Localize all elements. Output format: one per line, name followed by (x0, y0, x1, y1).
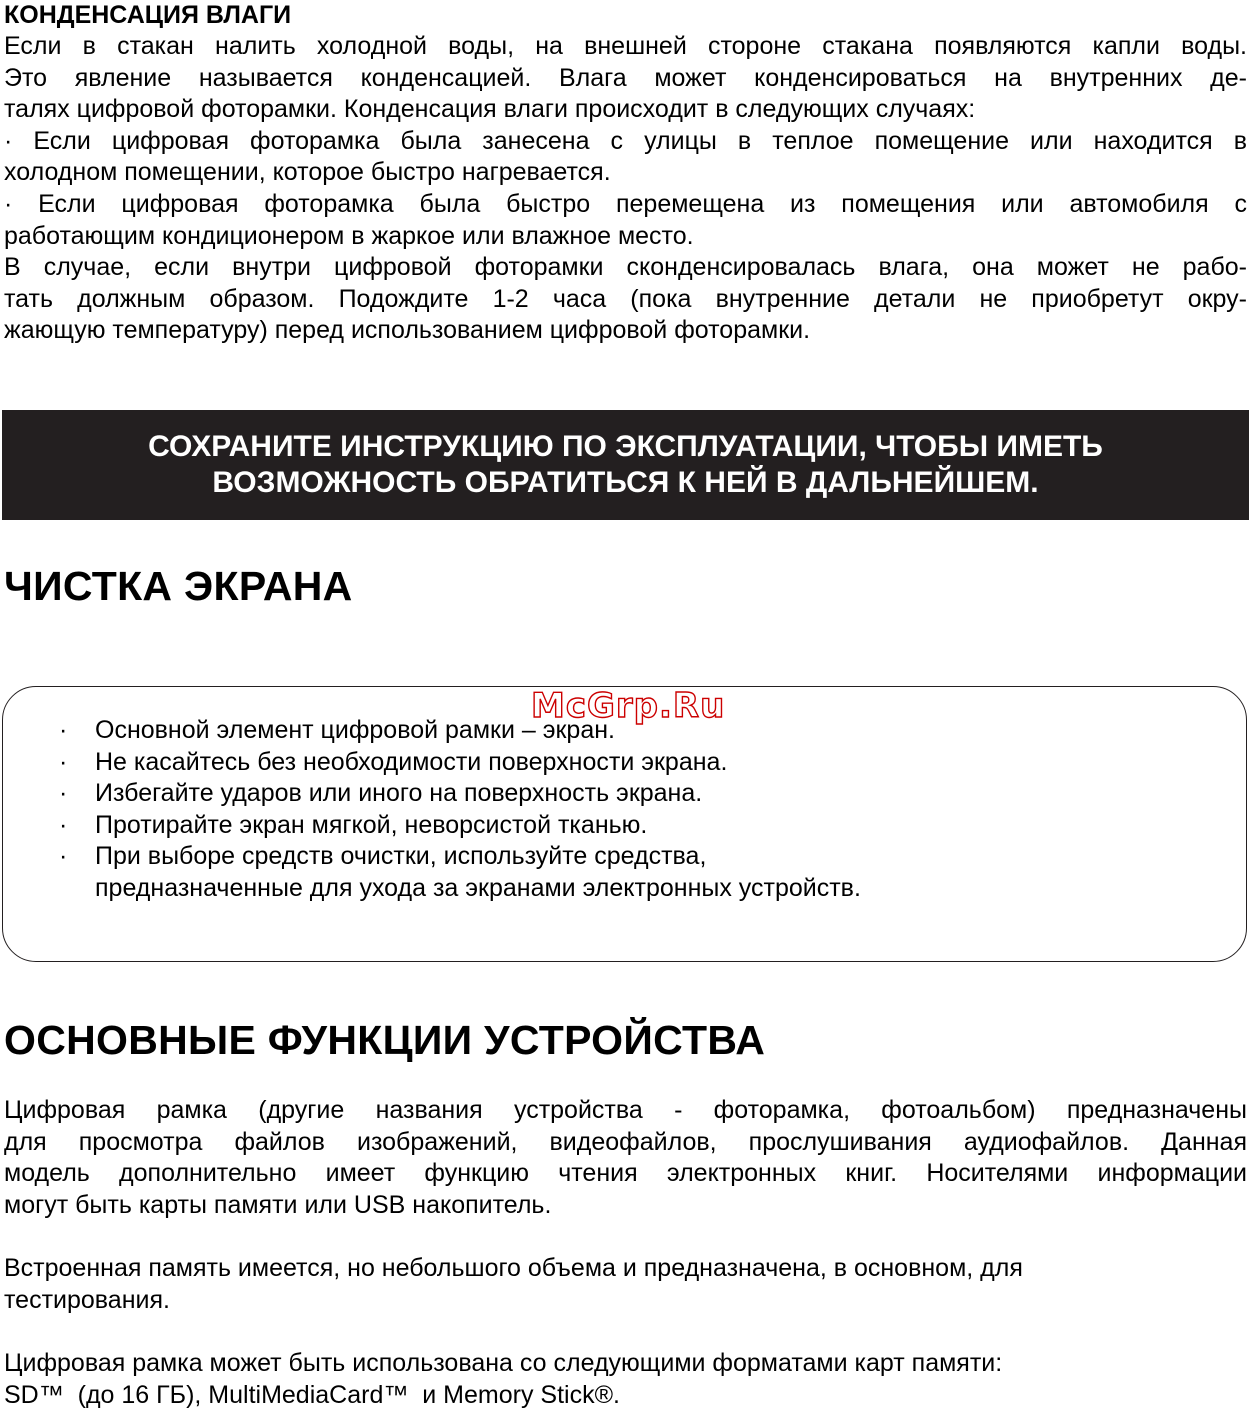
text-line: могут быть карты памяти или USB накопитель. (4, 1190, 552, 1219)
text-line: Это явление называется конденсацией. Влага может конденсироваться на внутренних де- (4, 63, 1247, 92)
condensation-title: КОНДЕНСАЦИЯ ВЛАГИ (4, 1, 292, 29)
functions-paragraph-2 (4, 1253, 1247, 1316)
cleaning-list (59, 715, 861, 905)
bullet-icon: · (59, 842, 68, 871)
list-item (59, 810, 861, 842)
banner-line: ВОЗМОЖНОСТЬ ОБРАТИТЬСЯ К НЕЙ В ДАЛЬНЕЙШЕМ. (212, 466, 1039, 499)
list-item (59, 841, 861, 904)
text-line: · Если цифровая фоторамка была быстро перемещена из помещения или автомобиля с (4, 189, 1247, 218)
text-line: Встроенная память имеется, но небольшого объема и предназначена, в основном, для (4, 1254, 1023, 1282)
list-item-text: Основной элемент цифровой рамки – экран. (95, 716, 615, 744)
save-instructions-banner (2, 410, 1249, 520)
text-line: тать должным образом. Подождите 1-2 часа (пока внутренние детали не приобретут окру- (4, 284, 1247, 313)
list-item (59, 747, 861, 779)
text-line: для просмотра файлов изображений, видеофайлов, прослушивания аудиофайлов. Данная (4, 1127, 1247, 1156)
cleaning-box (2, 686, 1247, 962)
text-line: работающим кондиционером в жаркое или влажное место. (4, 221, 694, 250)
cleaning-title: ЧИСТКА ЭКРАНА (4, 563, 353, 609)
list-item-text: предназначенные для ухода за экранами электронных устройств. (95, 873, 861, 902)
text-line: талях цифровой фоторамки. Конденсация влаги происходит в следующих случаях: (4, 95, 976, 124)
list-item-text: Протирайте экран мягкой, неворсистой тканью. (95, 810, 648, 839)
text-line: тестирования. (4, 1285, 170, 1314)
text-line: модель дополнительно имеет функцию чтения электронных книг. Носителями информации (4, 1159, 1247, 1188)
banner-line: СОХРАНИТЕ ИНСТРУКЦИЮ ПО ЭКСПЛУАТАЦИИ, ЧТОБЫ ИМЕТЬ (148, 430, 1103, 463)
text-line: Если в стакан налить холодной воды, на внешней стороне стакана появляются капли воды. (4, 32, 1247, 60)
text-line: · Если цифровая фоторамка была занесена с улицы в теплое помещение или находится в (4, 126, 1247, 155)
text-line: В случае, если внутри цифровой фоторамки сконденсировалась влага, она может не рабо- (4, 253, 1247, 282)
bullet-icon: · (59, 779, 68, 808)
list-item-text: При выборе средств очистки, используйте средства, (95, 842, 707, 871)
list-item-text: Не касайтесь без необходимости поверхности экрана. (95, 747, 728, 776)
list-item-text: Избегайте ударов или иного на поверхность экрана. (95, 779, 703, 808)
bullet-icon: · (59, 716, 68, 744)
watermark: McGrp.Ru (531, 686, 726, 726)
text-line: холодном помещении, которое быстро нагревается. (4, 158, 611, 187)
text-line: Цифровая рамка (другие названия устройства - фоторамка, фотоальбом) предназначены (4, 1096, 1247, 1124)
text-line: жающую температуру) перед использованием цифровой фоторамки. (4, 316, 811, 345)
list-item (59, 778, 861, 810)
condensation-text (4, 31, 1247, 347)
bullet-icon: · (59, 810, 68, 839)
list-item (59, 715, 861, 747)
functions-paragraph-3 (4, 1348, 1247, 1411)
text-line: Цифровая рамка может быть использована со следующими форматами карт памяти: (4, 1349, 1003, 1377)
bullet-icon: · (59, 747, 68, 776)
functions-title: ОСНОВНЫЕ ФУНКЦИИ УСТРОЙСТВА (4, 1017, 766, 1063)
text-line: SD™ (до 16 ГБ), MultiMediaCard™ и Memory Stick®. (4, 1380, 620, 1409)
functions-paragraph-1 (4, 1095, 1247, 1221)
